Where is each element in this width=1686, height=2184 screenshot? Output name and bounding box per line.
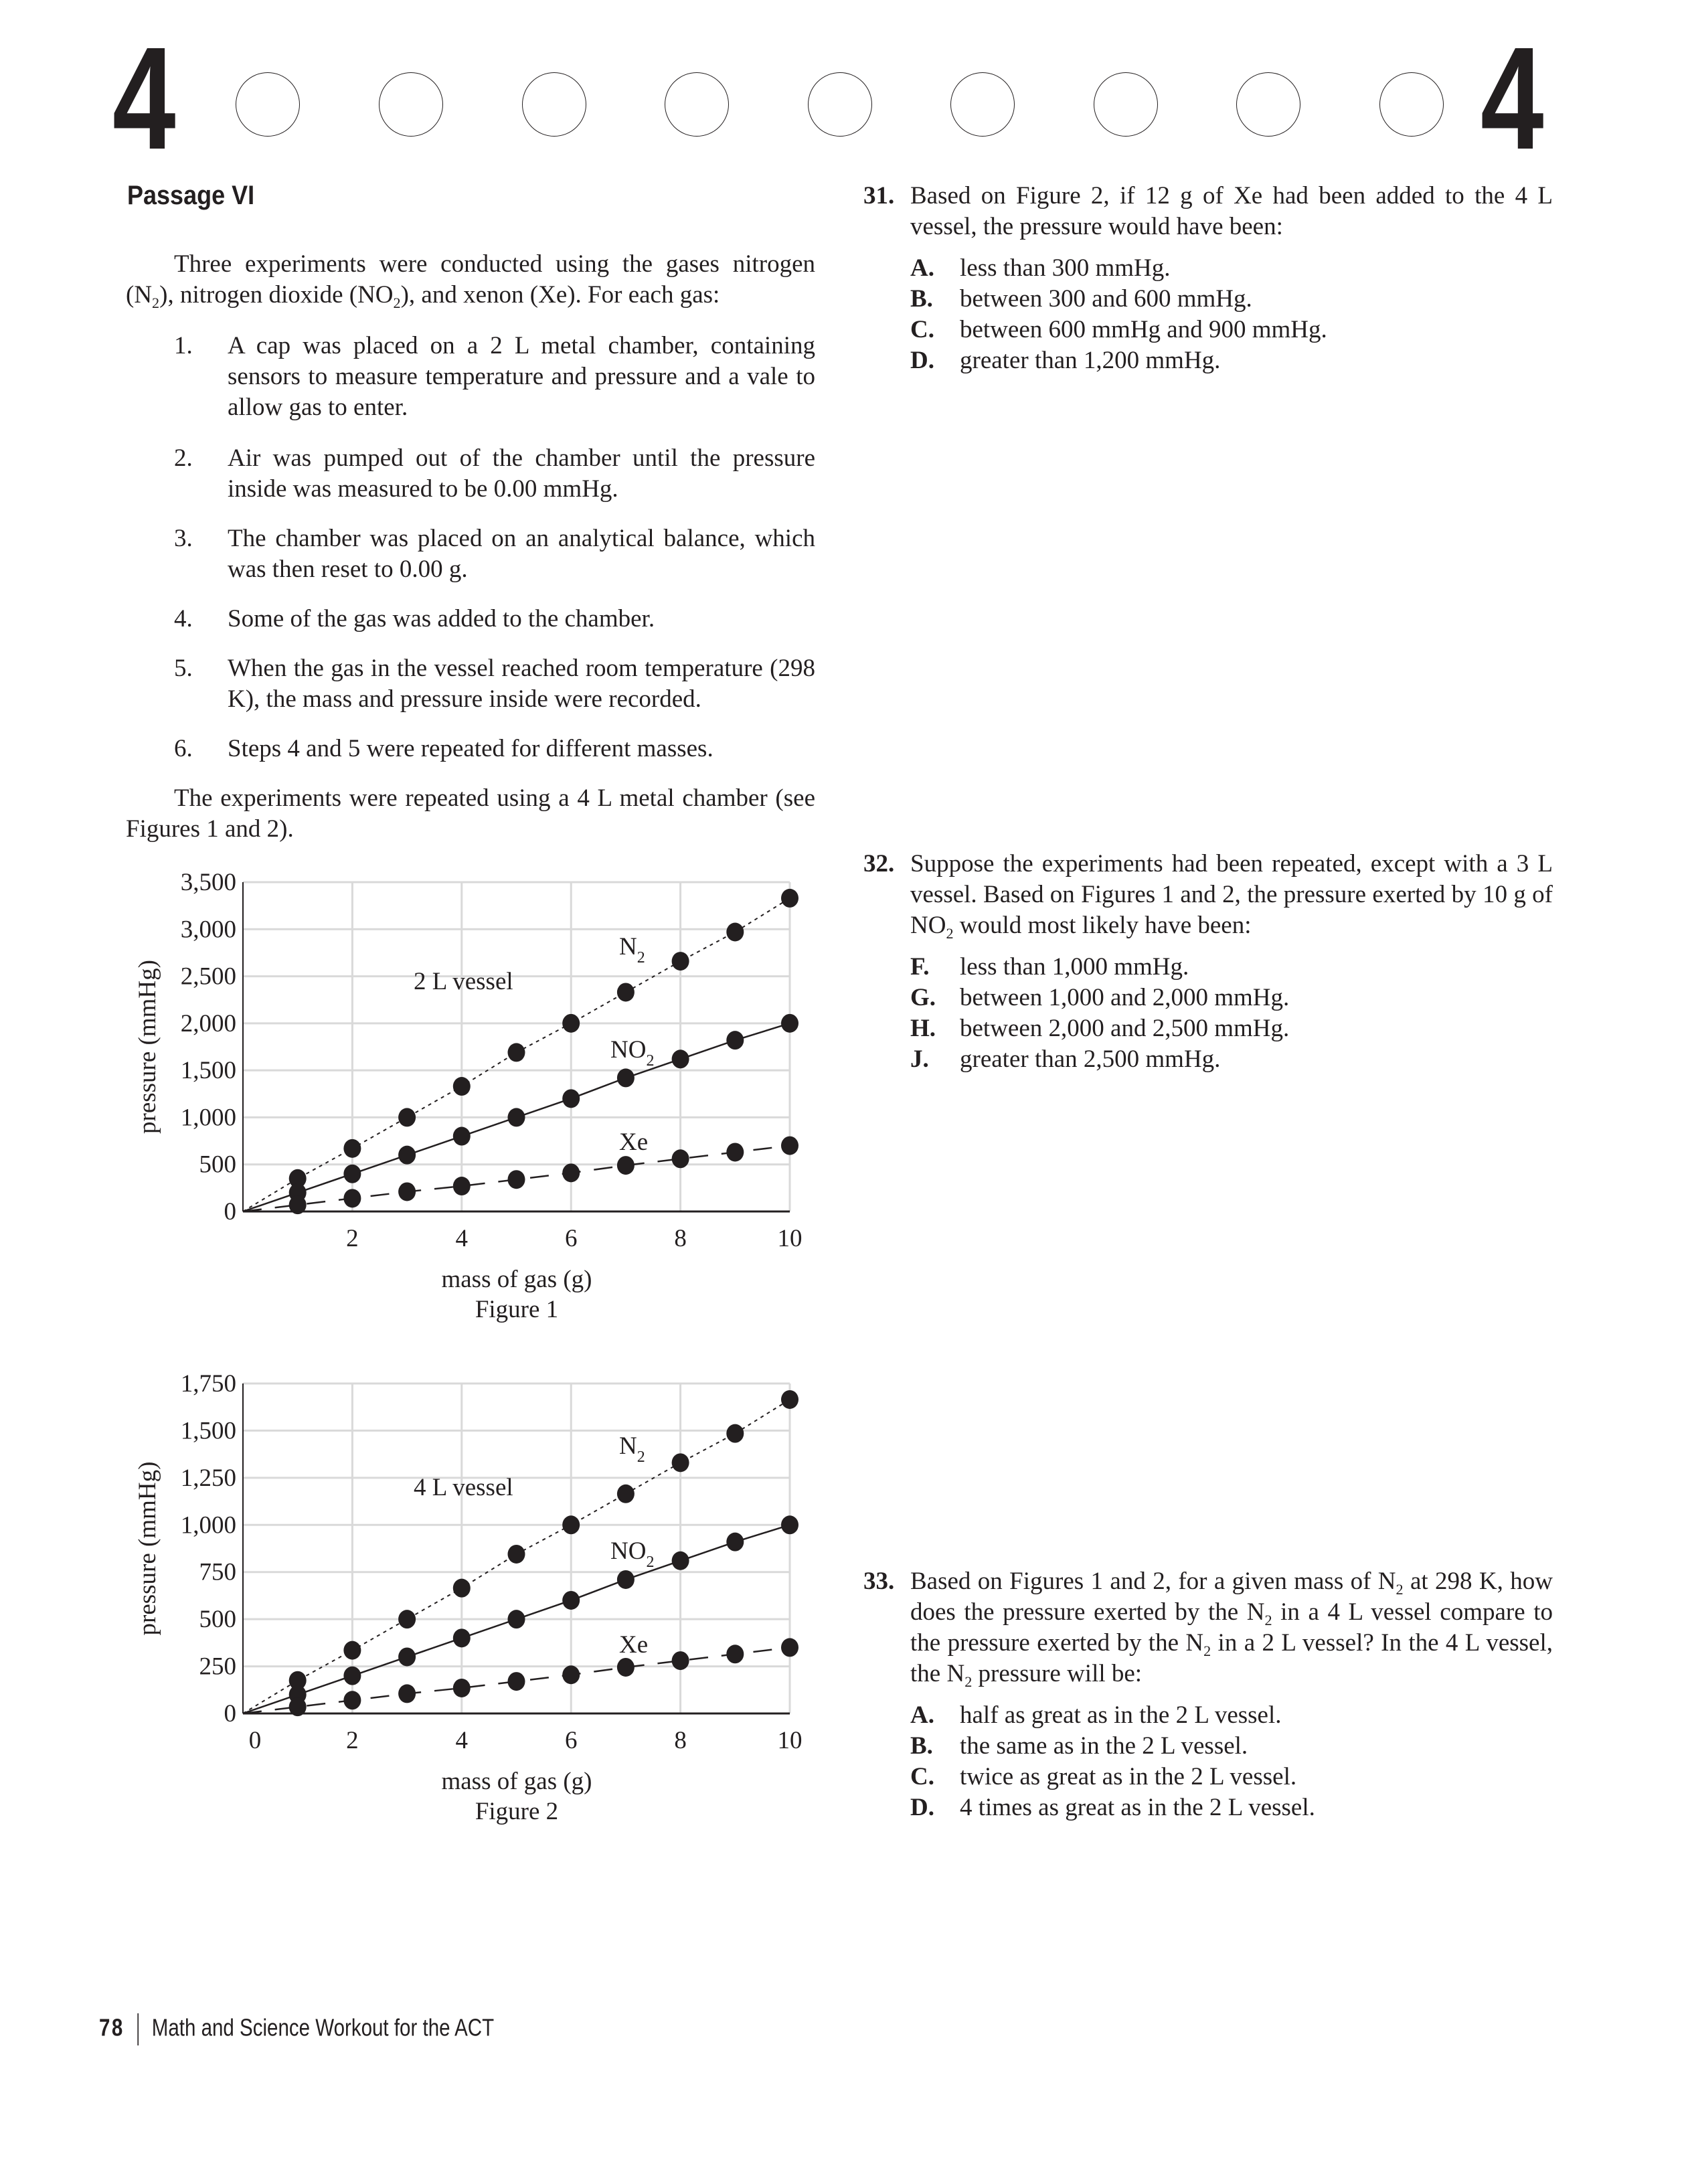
data-point xyxy=(508,1672,525,1691)
y-tick-label: 3,500 xyxy=(180,869,236,896)
answer-option-a[interactable]: A. less than 300 mmHg. xyxy=(910,254,1171,282)
series-label-no2: $NO_2$ xyxy=(610,1036,655,1070)
data-point xyxy=(726,1143,744,1161)
data-point xyxy=(781,889,798,908)
data-point xyxy=(453,1628,471,1647)
data-point xyxy=(453,1077,471,1096)
data-point xyxy=(672,1551,689,1570)
data-point xyxy=(617,983,635,1001)
x-axis-label: mass of gas (g) xyxy=(441,1768,592,1795)
answer-option-b[interactable]: B. between 300 and 600 mmHg. xyxy=(910,285,1252,313)
procedure-step: 5. When the gas in the vessel reached room temperature (298 K), the mass and pressure inside were recorded. xyxy=(174,655,815,713)
answer-option-a[interactable]: A. half as great as in the 2 L vessel. xyxy=(910,1701,1282,1729)
page-number: 78 xyxy=(99,2013,124,2041)
data-point xyxy=(453,1679,471,1697)
circle-icon xyxy=(665,72,729,137)
y-tick-label: 1,250 xyxy=(180,1464,236,1492)
circle-icon xyxy=(522,72,586,137)
question-33: 33. Based on Figures 1 and 2, for a given mass of $N_2$ at 298 K, how does the pressure exerted by the $N_2$ in a 4 L vessel compare to the pressure exerted by the $N_2$ in a 2 L vessel? In the 4 L vessel, the $N_2$ pressure will be: A. half as great as in the 2 L vessel. B. the same as in the 2 L vessel. C. twice as great as in the 2 L vessel. D. 4 times as great as in the 2 L vessel. xyxy=(863,1566,1553,1823)
data-point xyxy=(672,952,689,971)
x-axis-label: mass of gas (g) xyxy=(441,1266,592,1293)
answer-option-d[interactable]: D. 4 times as great as in the 2 L vessel. xyxy=(910,1794,1315,1821)
passage-title: Passage VI xyxy=(127,181,255,210)
data-point xyxy=(726,1533,744,1551)
x-tick-label: 8 xyxy=(674,1225,687,1252)
circle-icon xyxy=(808,72,872,137)
y-tick-label: 2,000 xyxy=(180,1009,236,1037)
data-point xyxy=(453,1579,471,1598)
circle-icon xyxy=(1236,72,1300,137)
answer-option-b[interactable]: B. the same as in the 2 L vessel. xyxy=(910,1732,1248,1760)
circle-icon xyxy=(236,72,300,137)
data-point xyxy=(672,1453,689,1472)
answer-option-h[interactable]: H. between 2,000 and 2,500 mmHg. xyxy=(910,1015,1290,1042)
question-32: 32. Suppose the experiments had been repeated, except with a 3 L vessel. Based on Figures 1 and 2, the pressure exerted by 10 g of $NO_2$ would most likely have been: F. less than 1,000 mmHg. G. between 1,000 and 2,000 mmHg. H. between 2,000 and 2,500 mmHg. J. greater than 2,500 mmHg. xyxy=(863,849,1553,1075)
data-point xyxy=(343,1667,361,1685)
answer-option-c[interactable]: C. twice as great as in the 2 L vessel. xyxy=(910,1763,1297,1790)
x-tick-label: 8 xyxy=(674,1727,687,1754)
x-tick-label: 10 xyxy=(777,1225,803,1252)
data-point xyxy=(398,1610,416,1628)
y-tick-label: 500 xyxy=(199,1151,236,1179)
data-point xyxy=(617,1156,635,1175)
x-tick-label: 6 xyxy=(564,1727,578,1754)
series-label-xe: Xe xyxy=(619,1631,649,1659)
section-number-left: 4 xyxy=(112,17,176,180)
y-tick-label: 1,750 xyxy=(180,1370,236,1398)
vessel-annotation: 4 L vessel xyxy=(414,1474,513,1501)
data-point xyxy=(398,1146,416,1165)
data-point xyxy=(672,1651,689,1670)
y-tick-label: 3,000 xyxy=(180,916,236,944)
data-point xyxy=(562,1014,580,1033)
data-point xyxy=(726,1424,744,1443)
series-label-n2: $N_2$ xyxy=(619,1432,645,1466)
y-tick-label: 0 xyxy=(224,1700,236,1728)
data-point xyxy=(781,1390,798,1409)
data-point xyxy=(343,1139,361,1158)
y-tick-label: 1,500 xyxy=(180,1417,236,1445)
data-point xyxy=(343,1165,361,1183)
data-point xyxy=(781,1137,798,1155)
data-point xyxy=(508,1043,525,1062)
answer-option-g[interactable]: G. between 1,000 and 2,000 mmHg. xyxy=(910,984,1290,1011)
x-tick-label: 10 xyxy=(777,1727,803,1754)
procedure-step: 2. Air was pumped out of the chamber until the pressure inside was measured to be 0.00 mmHg. xyxy=(174,444,815,503)
data-point xyxy=(343,1691,361,1709)
answer-option-f[interactable]: F. less than 1,000 mmHg. xyxy=(910,953,1189,981)
answer-option-c[interactable]: C. between 600 mmHg and 900 mmHg. xyxy=(910,316,1327,343)
circle-icon xyxy=(1379,72,1444,137)
x-tick-label: 2 xyxy=(346,1727,359,1754)
x-tick-label: 4 xyxy=(455,1727,469,1754)
series-label-n2: $N_2$ xyxy=(619,933,645,967)
circle-icon xyxy=(379,72,443,137)
data-point xyxy=(508,1545,525,1564)
x-tick-label: 6 xyxy=(564,1225,578,1252)
figure-caption: Figure 2 xyxy=(475,1798,559,1825)
data-point xyxy=(508,1610,525,1628)
procedure-step: 6. Steps 4 and 5 were repeated for different masses. xyxy=(174,735,713,762)
question-text: Based on Figures 1 and 2, for a given mass of $N_2$ at 298 K, how does the pressure exerted by the $N_2$ in a 4 L vessel compare to the pressure exerted by the $N_2$ in a 2 L vessel? In the 4 L vessel, the $N_2$ pressure will be: xyxy=(910,1568,1553,1690)
series-label-no2: $NO_2$ xyxy=(610,1537,655,1571)
y-tick-label: 750 xyxy=(199,1558,236,1586)
data-point xyxy=(617,1068,635,1087)
passage-outro: The experiments were repeated using a 4 L metal chamber (see Figures 1 and 2). xyxy=(126,784,815,843)
data-point xyxy=(672,1049,689,1068)
data-point xyxy=(562,1089,580,1108)
y-tick-label: 0 xyxy=(224,1198,236,1226)
procedure-step: 1. A cap was placed on a 2 L metal chamber, containing sensors to measure temperature and pressure and a vale to allow gas to enter. xyxy=(174,332,815,421)
question-text: Suppose the experiments had been repeated, except with a 3 L vessel. Based on Figures 1 and 2, the pressure exerted by 10 g of $NO_2$ would most likely have been: xyxy=(910,850,1553,942)
data-point xyxy=(617,1485,635,1503)
page-footer xyxy=(99,2013,494,2045)
data-point xyxy=(289,1697,307,1716)
answer-option-d[interactable]: D. greater than 1,200 mmHg. xyxy=(910,347,1221,374)
y-axis-label: pressure (mmHg) xyxy=(134,1461,161,1636)
data-point xyxy=(781,1515,798,1534)
data-point xyxy=(726,923,744,942)
procedure-step: 3. The chamber was placed on an analytical balance, which was then reset to 0.00 g. xyxy=(174,525,815,583)
data-point xyxy=(617,1658,635,1677)
answer-option-j[interactable]: J. greater than 2,500 mmHg. xyxy=(910,1045,1221,1073)
y-tick-label: 500 xyxy=(199,1606,236,1634)
figure-2-chart xyxy=(120,1365,823,1847)
circle-icon xyxy=(1094,72,1158,137)
data-point xyxy=(343,1189,361,1207)
x-tick-label: 2 xyxy=(346,1225,359,1252)
question-31: 31. Based on Figure 2, if 12 g of Xe had been added to the 4 L vessel, the pressure would have been: A. less than 300 mmHg. B. between 300 and 600 mmHg. C. between 600 mmHg and 900 mmHg. D. greater than 1,200 mmHg. xyxy=(863,181,1553,376)
data-point xyxy=(508,1170,525,1189)
figure-1-chart xyxy=(120,863,823,1345)
data-point xyxy=(726,1645,744,1663)
data-point xyxy=(781,1638,798,1657)
data-point xyxy=(672,1149,689,1168)
data-point xyxy=(398,1684,416,1703)
book-title: Math and Science Workout for the ACT xyxy=(151,2013,495,2041)
data-point xyxy=(781,1014,798,1033)
procedure-step: 4. Some of the gas was added to the chamber. xyxy=(174,605,655,633)
data-point xyxy=(398,1108,416,1126)
data-point xyxy=(562,1515,580,1534)
y-tick-label: 250 xyxy=(199,1653,236,1681)
y-tick-label: 1,000 xyxy=(180,1511,236,1539)
y-tick-label: 1,500 xyxy=(180,1057,236,1085)
data-point xyxy=(726,1031,744,1049)
question-text: Based on Figure 2, if 12 g of Xe had been added to the 4 L vessel, the pressure would have been: xyxy=(910,182,1553,240)
y-axis-label: pressure (mmHg) xyxy=(134,960,161,1134)
figure-caption: Figure 1 xyxy=(475,1296,559,1323)
data-point xyxy=(453,1177,471,1195)
data-point xyxy=(617,1570,635,1589)
y-tick-label: 1,000 xyxy=(180,1104,236,1132)
data-point xyxy=(562,1665,580,1684)
data-point xyxy=(453,1127,471,1146)
data-point xyxy=(562,1163,580,1182)
footer-divider xyxy=(137,2013,139,2045)
data-point xyxy=(398,1182,416,1201)
data-point xyxy=(508,1108,525,1126)
section-number-right: 4 xyxy=(1481,17,1544,180)
circle-icon xyxy=(950,72,1015,137)
data-point xyxy=(289,1195,307,1214)
passage-intro: Three experiments were conducted using the gases nitrogen $(N_2)$, nitrogen dioxide $(NO_2)$, and xenon (Xe). For each gas: xyxy=(126,250,815,311)
x-tick-label: 0 xyxy=(248,1727,262,1754)
data-point xyxy=(398,1647,416,1666)
vessel-annotation: 2 L vessel xyxy=(414,968,513,995)
y-tick-label: 2,500 xyxy=(180,962,236,991)
x-tick-label: 4 xyxy=(455,1225,469,1252)
data-point xyxy=(343,1641,361,1660)
series-label-xe: Xe xyxy=(619,1128,649,1156)
data-point xyxy=(562,1591,580,1610)
